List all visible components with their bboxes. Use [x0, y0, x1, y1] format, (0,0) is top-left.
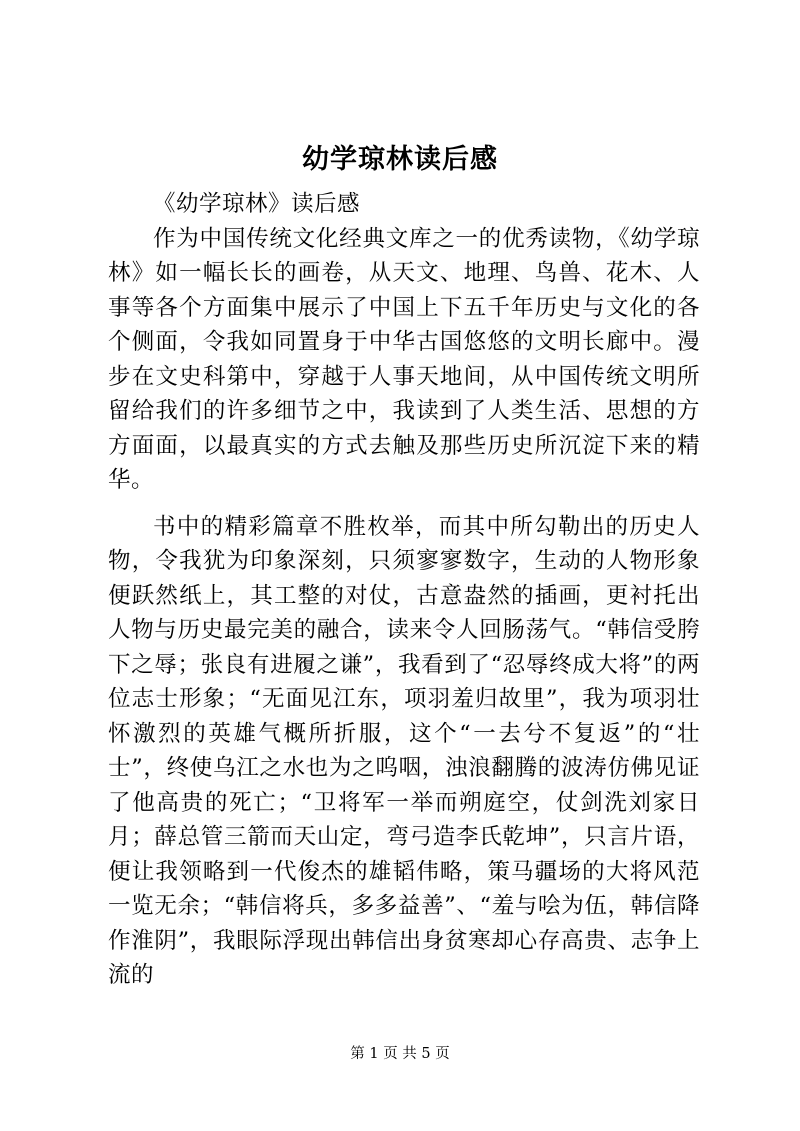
- document-body: [108, 187, 700, 993]
- body-paragraph-1: 作为中国传统文化经典文库之一的优秀读物，《幼学琼林》如一幅长长的画卷，从天文、地理、鸟兽、花木、人事等各个方面集中展示了中国上下五千年历史与文化的各个侧面，令我如同置身于中华古国悠悠的文明长廊中。漫步在文史科第中，穿越于人事天地间，从中国传统文明所留给我们的许多细节之中，我读到了人类生活、思想的方方面面，以最真实的方式去触及那些历史所沉淀下来的精华。: [108, 225, 700, 493]
- document-title: 幼学琼林读后感: [302, 144, 498, 175]
- body-paragraph-2: 书中的精彩篇章不胜枚举，而其中所勾勒出的历史人物，令我犹为印象深刻，只须寥寥数字，生动的人物形象便跃然纸上，其工整的对仗，古意盎然的插画，更衬托出人物与历史最完美的融合，读来令人回肠荡气。“韩信受胯下之辱；张良有进履之谦”，我看到了“忍辱终成大将”的两位志士形象；“无面见江东，项羽羞归故里”，我为项羽壮怀激烈的英雄气概所折服，这个“一去兮不复返”的“壮士”，终使乌江之水也为之呜咽，浊浪翻腾的波涛仿佛见证了他高贵的死亡；“卫将军一举而朔庭空，仗剑洗刘家日月；薛总管三箭而天山定，弯弓造李氏乾坤”，只言片语，便让我领略到一代俊杰的雄韬伟略，策马疆场的大将风范一览无余；“韩信将兵，多多益善”、“羞与哙为伍，韩信降作淮阴”，我眼际浮现出韩信出身贫寒却心存高贵、志争上流的: [108, 513, 700, 988]
- subtitle-paragraph: 《幼学琼林》读后感: [153, 191, 361, 217]
- page-number-footer: 第 1 页 共 5 页: [350, 1046, 450, 1062]
